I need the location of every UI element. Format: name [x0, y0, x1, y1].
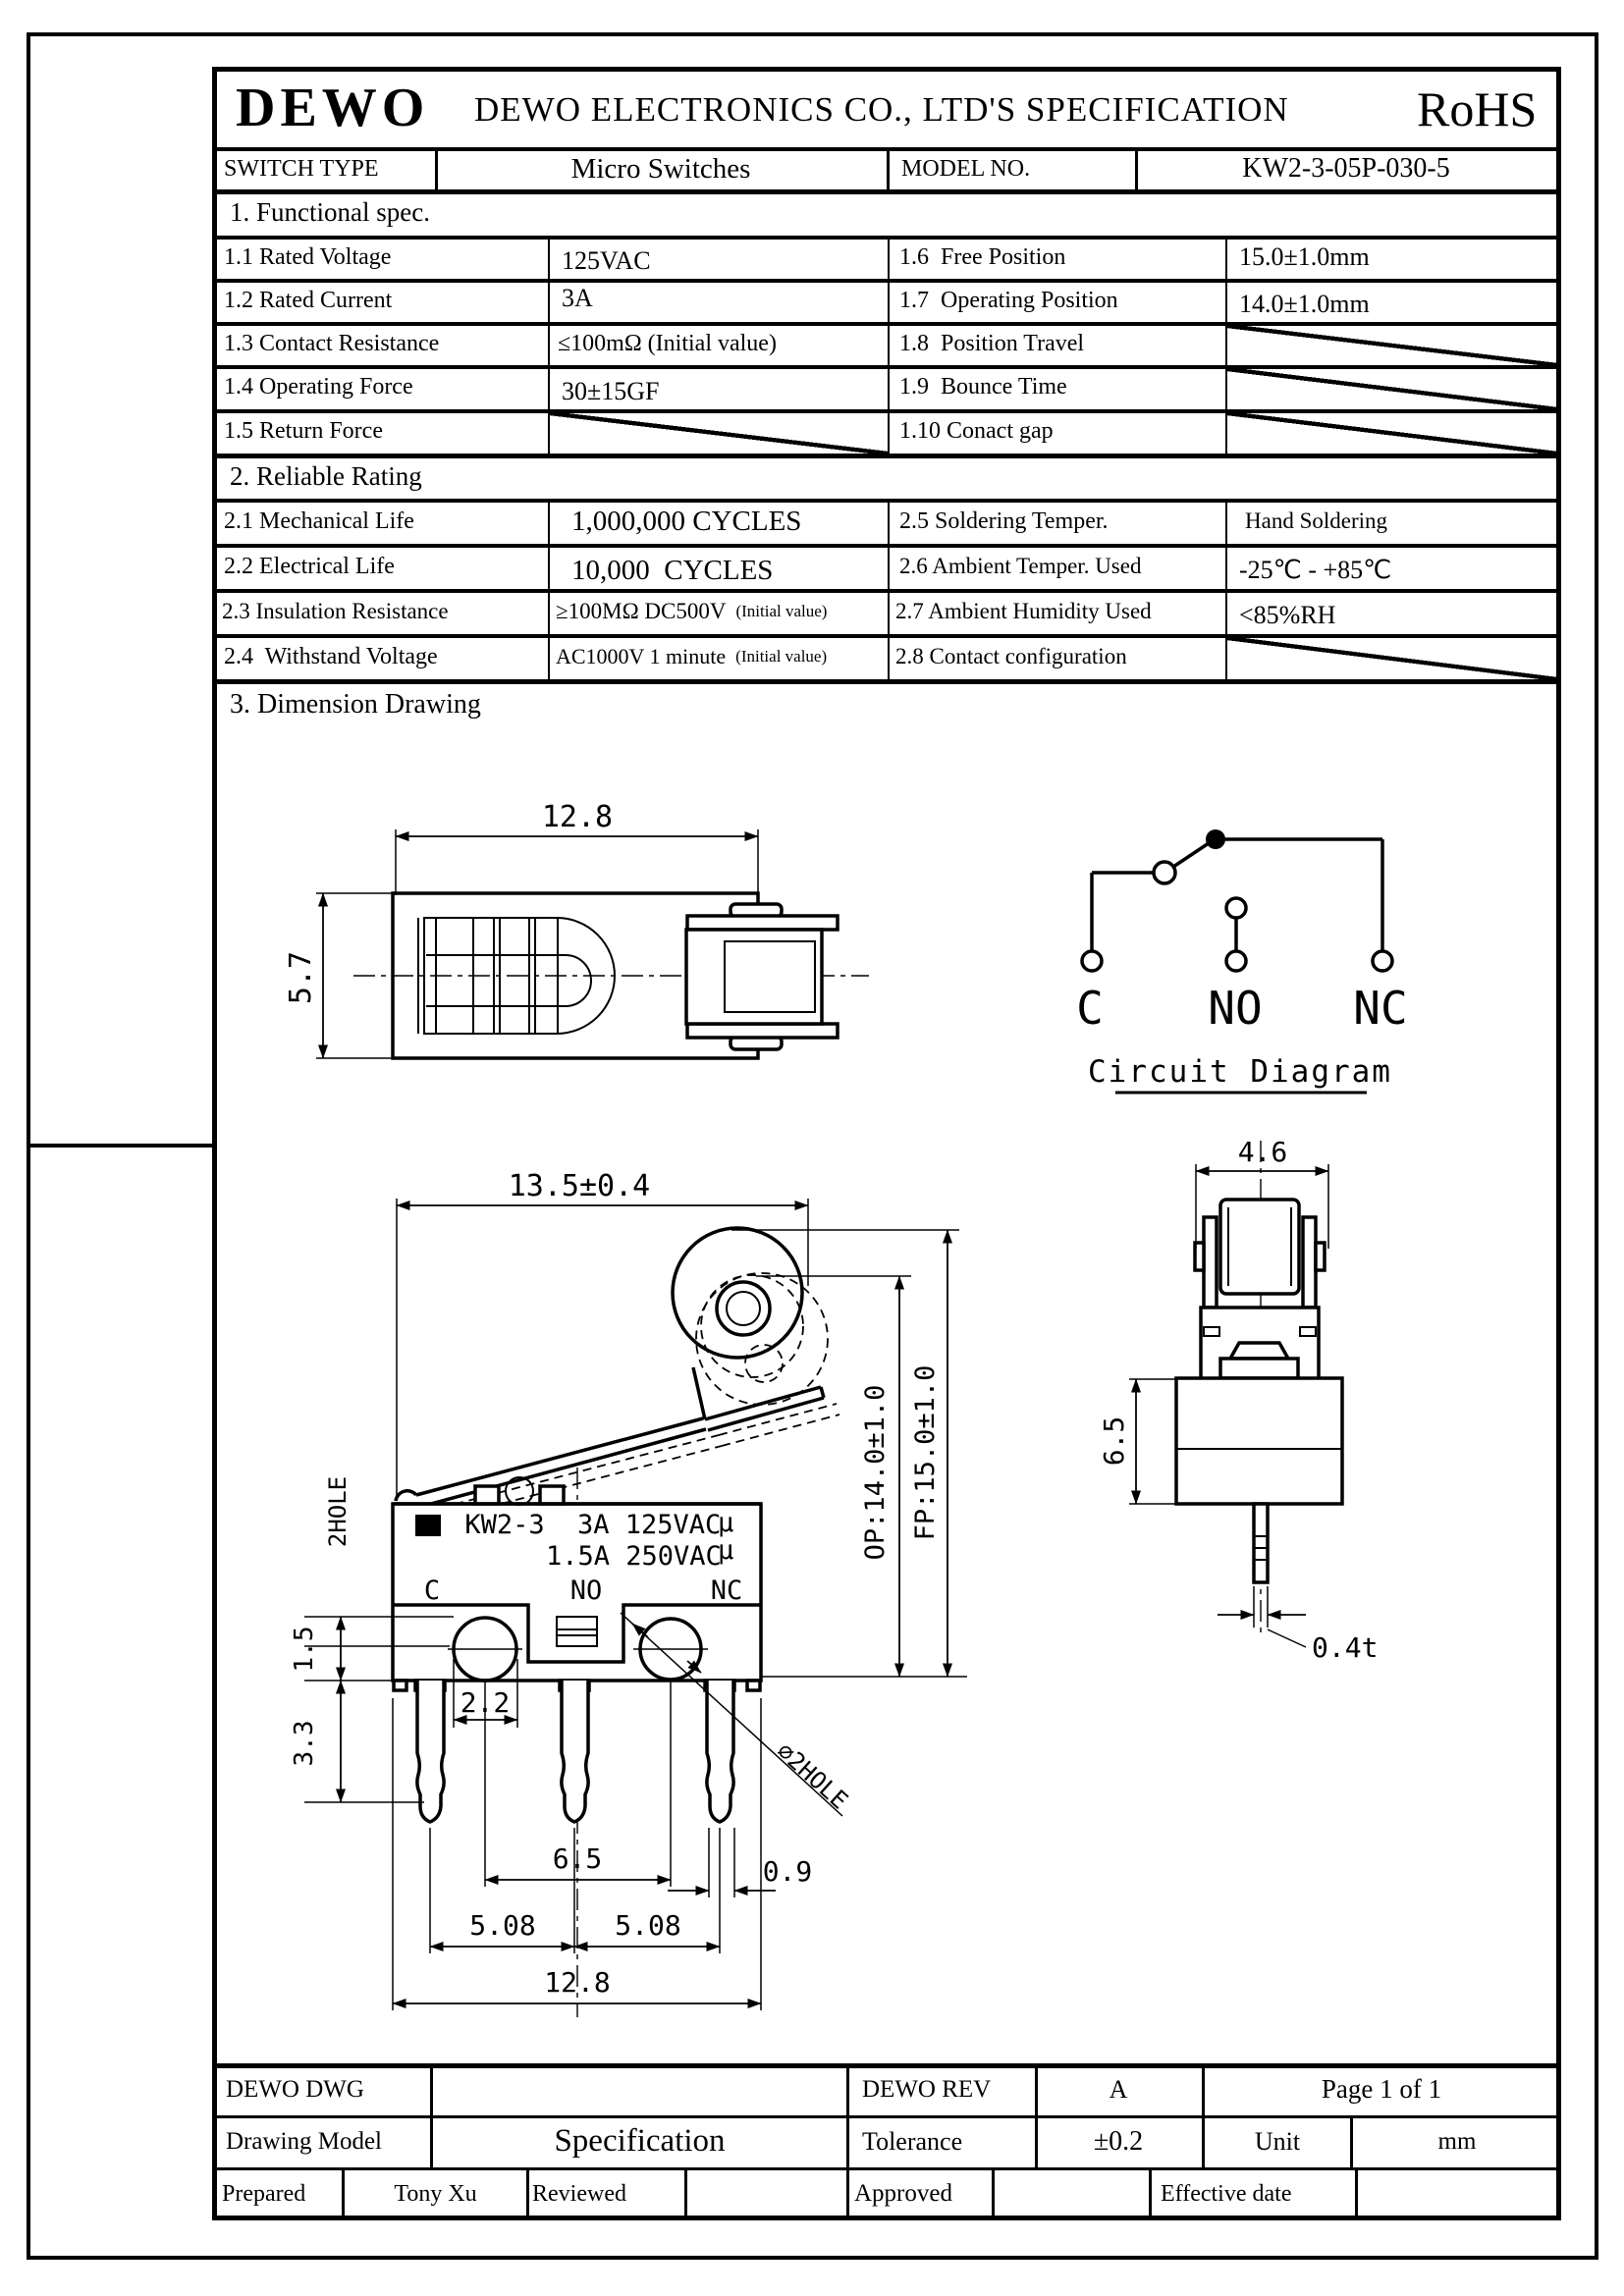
- cell-text: 1.7 Operating Position: [899, 287, 1118, 313]
- cell-text: 2.5 Soldering Temper.: [899, 507, 1109, 534]
- cell-text: DEWO DWG: [226, 2075, 364, 2103]
- svg-text:NC: NC: [1353, 982, 1408, 1035]
- cell-text: Reviewed: [532, 2180, 626, 2207]
- svg-text:μ: μ: [718, 1508, 734, 1538]
- lever-free: [396, 1367, 824, 1507]
- dwg-label: [226, 2063, 427, 2115]
- svg-text:5.08: 5.08: [469, 1909, 536, 1942]
- model-no-label-text: MODEL NO.: [901, 155, 1031, 182]
- effective-date-label: [1161, 2167, 1355, 2220]
- cell-text: ≤100mΩ (Initial value): [558, 330, 777, 356]
- table-cell: [1239, 548, 1553, 593]
- svg-text:0.4t: 0.4t: [1312, 1631, 1379, 1664]
- cell-text: mm: [1437, 2127, 1477, 2155]
- cell-text: Drawing Model: [226, 2127, 382, 2155]
- empty-cell-slash: [1227, 326, 1557, 365]
- cell-text: 1.2 Rated Current: [224, 287, 393, 313]
- cell-text: 2.3 Insulation Resistance: [222, 599, 449, 623]
- footer-v-appr: [992, 2167, 995, 2220]
- empty-cell-slash: [1227, 638, 1557, 679]
- drawing-model-value: [433, 2115, 846, 2167]
- table-cell: [1239, 236, 1553, 279]
- dimension-title: 3. Dimension Drawing: [230, 689, 481, 720]
- table-cell: [558, 322, 886, 365]
- svg-text:W: W: [423, 1518, 433, 1536]
- cell-note: (Initial value): [735, 647, 828, 666]
- svg-text:0.9: 0.9: [762, 1855, 813, 1888]
- svg-text:μ: μ: [718, 1535, 734, 1566]
- svg-text:∅2HOLE: ∅2HOLE: [771, 1736, 853, 1815]
- func-v2: [888, 236, 890, 454]
- svg-text:1.5: 1.5: [290, 1626, 319, 1673]
- svg-text:6.5: 6.5: [1098, 1415, 1130, 1467]
- svg-text:5.7: 5.7: [284, 950, 318, 1005]
- reviewed-label: [532, 2167, 684, 2220]
- page-indicator: [1202, 2063, 1561, 2115]
- table-cell: [899, 236, 1218, 279]
- cell-text: 30±15GF: [562, 376, 660, 405]
- table-cell: [562, 369, 881, 413]
- svg-text:KW2-3: KW2-3: [464, 1510, 545, 1540]
- table-cell: [224, 409, 543, 454]
- cell-text: Tolerance: [862, 2126, 963, 2156]
- svg-text:NC: NC: [710, 1575, 743, 1606]
- cell-text: 1.6 Free Position: [899, 243, 1066, 270]
- cell-text: -25℃ - +85℃: [1239, 556, 1392, 584]
- unit-label: [1205, 2115, 1350, 2167]
- cell-text: ≥100MΩ DC500V: [556, 599, 727, 623]
- cell-text: 15.0±1.0mm: [1239, 242, 1370, 271]
- table-cell: [224, 322, 548, 365]
- cell-text: 14.0±1.0mm: [1239, 290, 1370, 318]
- common-contact-dot: [1206, 829, 1225, 849]
- cell-text: 1.3 Contact Resistance: [224, 330, 440, 356]
- switch-type-value: [435, 147, 887, 190]
- model-no-label: [901, 147, 1127, 190]
- cell-text: 1.1 Rated Voltage: [224, 243, 392, 270]
- table-cell: [224, 499, 543, 544]
- cell-text: 1.8 Position Travel: [899, 330, 1085, 356]
- svg-text:OP:14.0±1.0: OP:14.0±1.0: [860, 1384, 891, 1561]
- svg-text:NO: NO: [569, 1575, 603, 1606]
- table-cell: [895, 634, 1223, 679]
- svg-text:Circuit Diagram: Circuit Diagram: [1088, 1054, 1392, 1090]
- company-name: DEWO ELECTRONICS CO., LTD'S SPECIFICATION: [474, 90, 1289, 129]
- svg-text:NO: NO: [1208, 982, 1263, 1035]
- footer-v-rev3: [684, 2167, 687, 2220]
- table-cell: [222, 589, 548, 634]
- cell-text: 125VAC: [562, 246, 651, 275]
- cell-text: Page 1 of 1: [1321, 2074, 1442, 2104]
- cell-text: 2.1 Mechanical Life: [224, 507, 414, 534]
- terminal-pins: [394, 1681, 760, 1822]
- table-cell: [224, 365, 543, 409]
- rev-label: [862, 2063, 1034, 2115]
- empty-cell-slash: [1227, 413, 1557, 454]
- cell-text: DEWO REV: [862, 2075, 992, 2103]
- model-no-value-text: KW2-3-05P-030-5: [1242, 153, 1450, 184]
- cell-text: 2.4 Withstand Voltage: [224, 643, 438, 669]
- side-view: [1098, 1136, 1378, 1664]
- table-cell: [1239, 283, 1553, 326]
- cell-text: 3A: [562, 284, 593, 312]
- svg-text:5.08: 5.08: [615, 1909, 681, 1942]
- rel-v2: [888, 499, 890, 679]
- company-logo: DEWO: [236, 78, 430, 138]
- svg-text:6.5: 6.5: [552, 1842, 603, 1875]
- footer-v-eff2: [1355, 2167, 1358, 2220]
- tolerance-value: [1035, 2115, 1202, 2167]
- table-cell: [556, 589, 886, 634]
- functional-title: [230, 189, 819, 236]
- cell-text: 2.8 Contact configuration: [895, 644, 1127, 668]
- rev-value: [1035, 2063, 1202, 2115]
- svg-text:12.8: 12.8: [544, 1966, 611, 1999]
- svg-text:4.6: 4.6: [1237, 1136, 1288, 1168]
- roller-clip-top: [686, 904, 838, 1049]
- rel-v1: [548, 499, 550, 679]
- dimension-drawing: [212, 682, 1561, 2056]
- table-cell: [899, 409, 1218, 454]
- table-cell: [556, 634, 886, 679]
- cell-text: Effective date: [1161, 2180, 1292, 2207]
- empty-cell-slash: [550, 413, 888, 454]
- prepared-label: [222, 2167, 342, 2220]
- cell-text: 1.5 Return Force: [224, 418, 383, 444]
- unit-value: [1353, 2115, 1561, 2167]
- cell-text: AC1000V 1 minute: [556, 644, 727, 668]
- table-cell: [562, 277, 881, 320]
- cell-text: 2.7 Ambient Humidity Used: [895, 599, 1152, 623]
- cell-text: Prepared: [222, 2180, 306, 2207]
- svg-text:C: C: [423, 1575, 441, 1606]
- cell-text: Specification: [554, 2123, 726, 2159]
- svg-text:12.8: 12.8: [541, 800, 614, 834]
- table-cell: [899, 544, 1223, 589]
- cell-text: 1.9 Bounce Time: [899, 374, 1067, 400]
- cell-text: 10,000 CYCLES: [571, 554, 774, 586]
- table-cell: [895, 589, 1223, 634]
- cell-text: 2.6 Ambient Temper. Used: [899, 554, 1142, 578]
- cell-note: (Initial value): [735, 602, 828, 620]
- table-cell: [899, 322, 1218, 365]
- approved-label: [854, 2167, 992, 2220]
- cell-text: ±0.2: [1093, 2125, 1144, 2157]
- svg-text:FP:15.0±1.0: FP:15.0±1.0: [910, 1364, 941, 1541]
- switch-type-label: [224, 147, 430, 190]
- roller-side: [1195, 1200, 1325, 1308]
- model-no-value: [1135, 147, 1557, 190]
- cell-text: Approved: [854, 2180, 952, 2207]
- footer-v-eff: [1149, 2167, 1152, 2220]
- table-cell: [899, 365, 1218, 409]
- svg-text:3A 125VAC: 3A 125VAC: [577, 1510, 722, 1540]
- reliable-title: [230, 454, 819, 499]
- footer-v-tony: [526, 2167, 529, 2220]
- cell-text: <85%RH: [1239, 601, 1336, 629]
- cell-text: 1.4 Operating Force: [224, 374, 413, 400]
- svg-text:2HOLE: 2HOLE: [324, 1475, 352, 1548]
- cell-text: 2.2 Electrical Life: [224, 553, 395, 579]
- reliable-title-text: 2. Reliable Rating: [230, 460, 422, 491]
- v-div-modelno: [887, 147, 890, 193]
- rohs-mark: RoHS: [1417, 81, 1538, 136]
- switch-type-value-text: Micro Switches: [570, 152, 751, 185]
- circuit-diagram: [1076, 829, 1408, 1093]
- left-margin-fold-mark: [27, 1144, 212, 1148]
- cell-text: 1,000,000 CYCLES: [571, 505, 802, 537]
- svg-text:C: C: [1076, 982, 1104, 1035]
- table-cell: [224, 236, 543, 279]
- table-cell: [571, 499, 886, 544]
- front-view: [290, 1169, 967, 2017]
- table-cell: [224, 634, 548, 679]
- switch-type-label-text: SWITCH TYPE: [224, 155, 379, 182]
- prepared-value: [345, 2167, 526, 2220]
- cell-text: Unit: [1254, 2126, 1301, 2156]
- cell-text: Tony Xu: [394, 2180, 477, 2207]
- cell-text: Hand Soldering: [1245, 508, 1388, 533]
- empty-cell-slash: [1227, 369, 1557, 409]
- table-cell: [224, 279, 543, 322]
- table-cell: [899, 279, 1223, 322]
- tolerance-label: [862, 2115, 1034, 2167]
- cell-text: A: [1109, 2074, 1128, 2104]
- svg-text:13.5±0.4: 13.5±0.4: [508, 1169, 651, 1203]
- cell-text: 1.10 Conact gap: [899, 418, 1054, 444]
- svg-text:1.5A 250VAC: 1.5A 250VAC: [546, 1541, 722, 1572]
- drawing-model-label: [226, 2115, 427, 2167]
- actuator-side: [1201, 1308, 1319, 1379]
- pin-side: [1254, 1504, 1268, 1582]
- table-cell: [899, 499, 1218, 544]
- footer-v-main: [846, 2063, 849, 2220]
- table-cell: [571, 548, 886, 593]
- table-cell: [1245, 499, 1557, 544]
- svg-text:2.2: 2.2: [460, 1686, 511, 1719]
- switch-body: [393, 1477, 761, 1681]
- svg-text:3.3: 3.3: [290, 1720, 319, 1767]
- table-cell: [224, 544, 543, 589]
- top-view: [284, 800, 869, 1058]
- table-cell: [1239, 593, 1553, 638]
- functional-title-text: 1. Functional spec.: [230, 197, 430, 227]
